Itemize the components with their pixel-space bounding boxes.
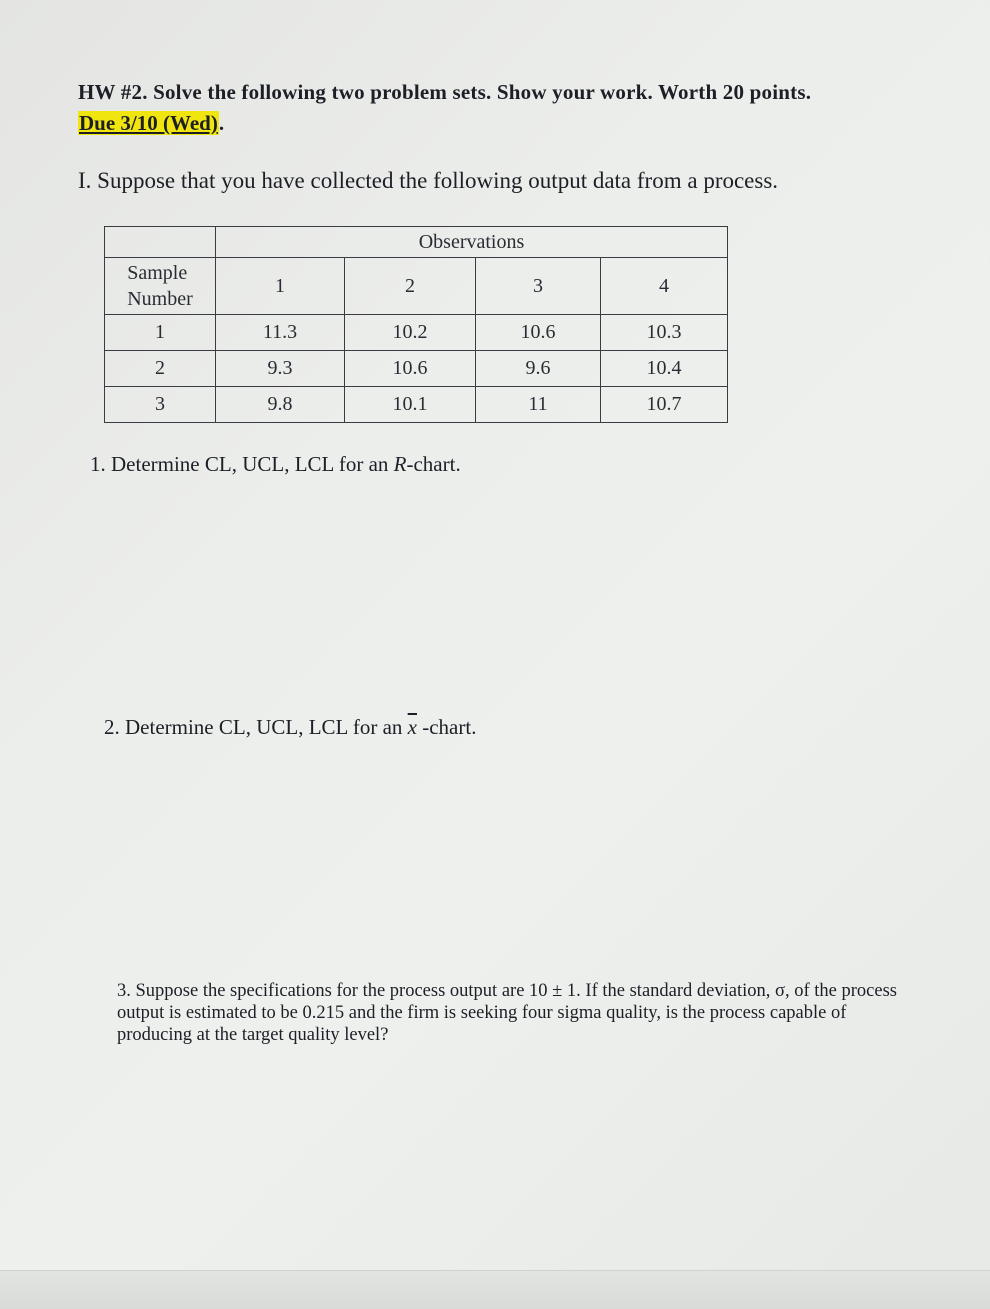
- table-row: [105, 351, 728, 387]
- observation-cell: 10.4: [601, 351, 728, 387]
- question-3: 3. Suppose the specifications for the process output are 10 ± 1. If the standard deviation, σ, of the process output is estimated to be 0.215 and the firm is seeking four sigma quality, is the process capable of producing at the target quality level?: [117, 981, 897, 1045]
- page-bottom-edge: [0, 1270, 990, 1309]
- observation-cell: 10.3: [601, 315, 728, 351]
- table-corner-cell: [105, 227, 216, 258]
- observation-cell: 11: [476, 387, 601, 423]
- observation-cell: 10.2: [345, 315, 476, 351]
- column-header-2: 2: [345, 258, 476, 315]
- sample-header-line1: Sample: [127, 262, 188, 284]
- problem-intro: I. Suppose that you have collected the following output data from a process.: [78, 168, 779, 193]
- table-row: [105, 315, 728, 351]
- observation-cell: 10.6: [476, 315, 601, 351]
- observation-cell: 9.6: [476, 351, 601, 387]
- question-2-prefix: 2. Determine CL, UCL, LCL for an: [104, 715, 408, 739]
- table-column-header-row: [105, 258, 728, 315]
- observation-cell: 10.7: [601, 387, 728, 423]
- assignment-heading: HW #2. Solve the following two problem sets. Show your work. Worth 20 points.: [78, 80, 812, 104]
- question-2-xbar-symbol: $\overline{x}$: [407, 715, 417, 739]
- column-header-4: 4: [601, 258, 728, 315]
- observations-table: [104, 226, 728, 423]
- observation-cell: 10.6: [345, 351, 476, 387]
- due-date-line: [78, 111, 224, 136]
- sample-number-header: [105, 258, 216, 315]
- due-date-period: .: [218, 111, 225, 135]
- column-header-1: 1: [216, 258, 345, 315]
- question-1-chart-symbol: R: [393, 452, 407, 476]
- question-1: [90, 452, 461, 477]
- due-date-highlight: Due 3/10 (Wed): [79, 111, 218, 135]
- observation-cell: 9.8: [216, 387, 345, 423]
- observation-cell: 10.1: [345, 387, 476, 423]
- question-1-prefix: 1. Determine CL, UCL, LCL for an: [90, 452, 394, 476]
- sample-number-cell: 3: [105, 387, 216, 423]
- table-row: [105, 387, 728, 423]
- observation-cell: 11.3: [216, 315, 345, 351]
- observations-header: Observations: [216, 227, 728, 258]
- question-1-suffix: -chart.: [406, 452, 461, 476]
- table-group-header-row: [105, 227, 728, 258]
- sample-number-cell: 1: [105, 315, 216, 351]
- sample-header-line2: Number: [127, 288, 193, 310]
- observation-cell: 9.3: [216, 351, 345, 387]
- column-header-3: 3: [476, 258, 601, 315]
- question-2: [104, 715, 476, 740]
- sample-number-cell: 2: [105, 351, 216, 387]
- question-2-suffix: -chart.: [416, 715, 477, 739]
